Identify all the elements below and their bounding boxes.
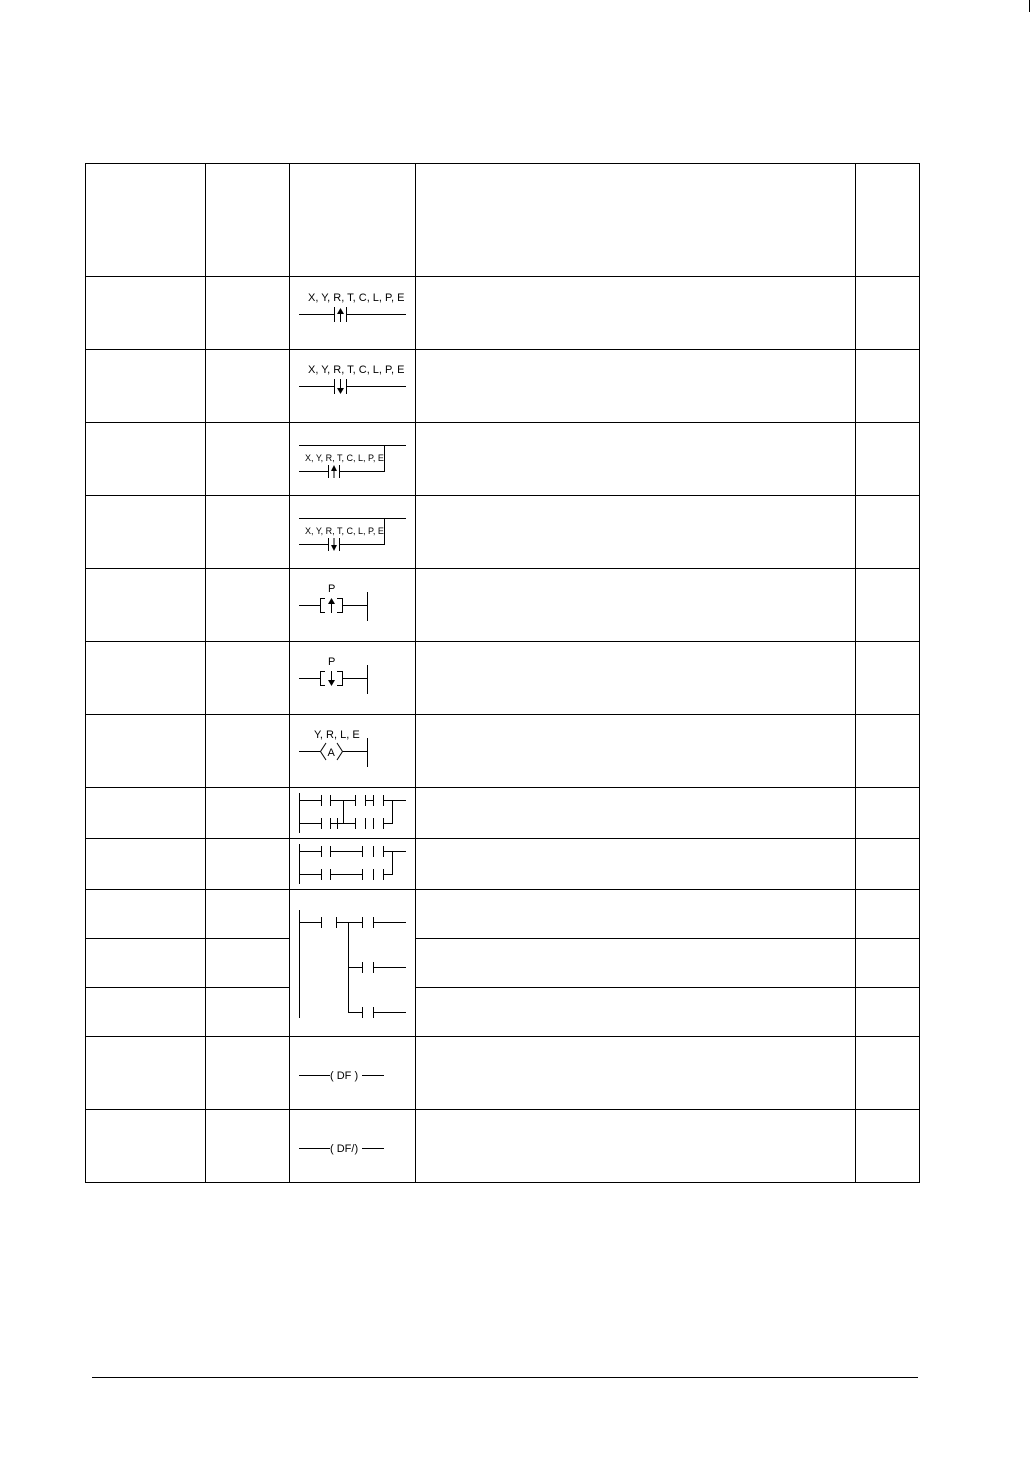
operand-label: X, Y, R, T, C, L, P, E xyxy=(308,364,405,376)
operand-label: P xyxy=(328,583,336,595)
alternate-output-symbol xyxy=(299,729,368,767)
or-rising-edge-contact-symbol xyxy=(299,445,406,478)
operand-label: Y, R, L, E xyxy=(314,729,360,741)
table-frame xyxy=(86,164,920,1183)
series-block-symbol xyxy=(299,844,406,884)
footer-rule xyxy=(92,1377,918,1378)
operand-label: X, Y, R, T, C, L, P, E xyxy=(305,453,384,463)
rising-pulse-output-symbol xyxy=(299,583,368,621)
or-falling-edge-contact-symbol xyxy=(299,518,406,551)
falling-pulse-output-symbol xyxy=(299,656,368,694)
operand-label: X, Y, R, T, C, L, P, E xyxy=(308,292,405,304)
operand-label: P xyxy=(328,656,336,668)
falling-edge-contact-symbol xyxy=(299,364,406,394)
parallel-block-symbol xyxy=(299,793,406,833)
df-instruction-symbol xyxy=(299,1070,384,1082)
branch-output-symbol xyxy=(299,910,406,1018)
rising-edge-contact-symbol xyxy=(299,292,406,322)
alternate-output-inner: A xyxy=(327,747,335,759)
dfn-label: ( DF/) xyxy=(330,1143,359,1155)
df-label: ( DF ) xyxy=(330,1070,359,1082)
dfn-instruction-symbol xyxy=(299,1143,384,1155)
operand-label: X, Y, R, T, C, L, P, E xyxy=(305,526,384,536)
